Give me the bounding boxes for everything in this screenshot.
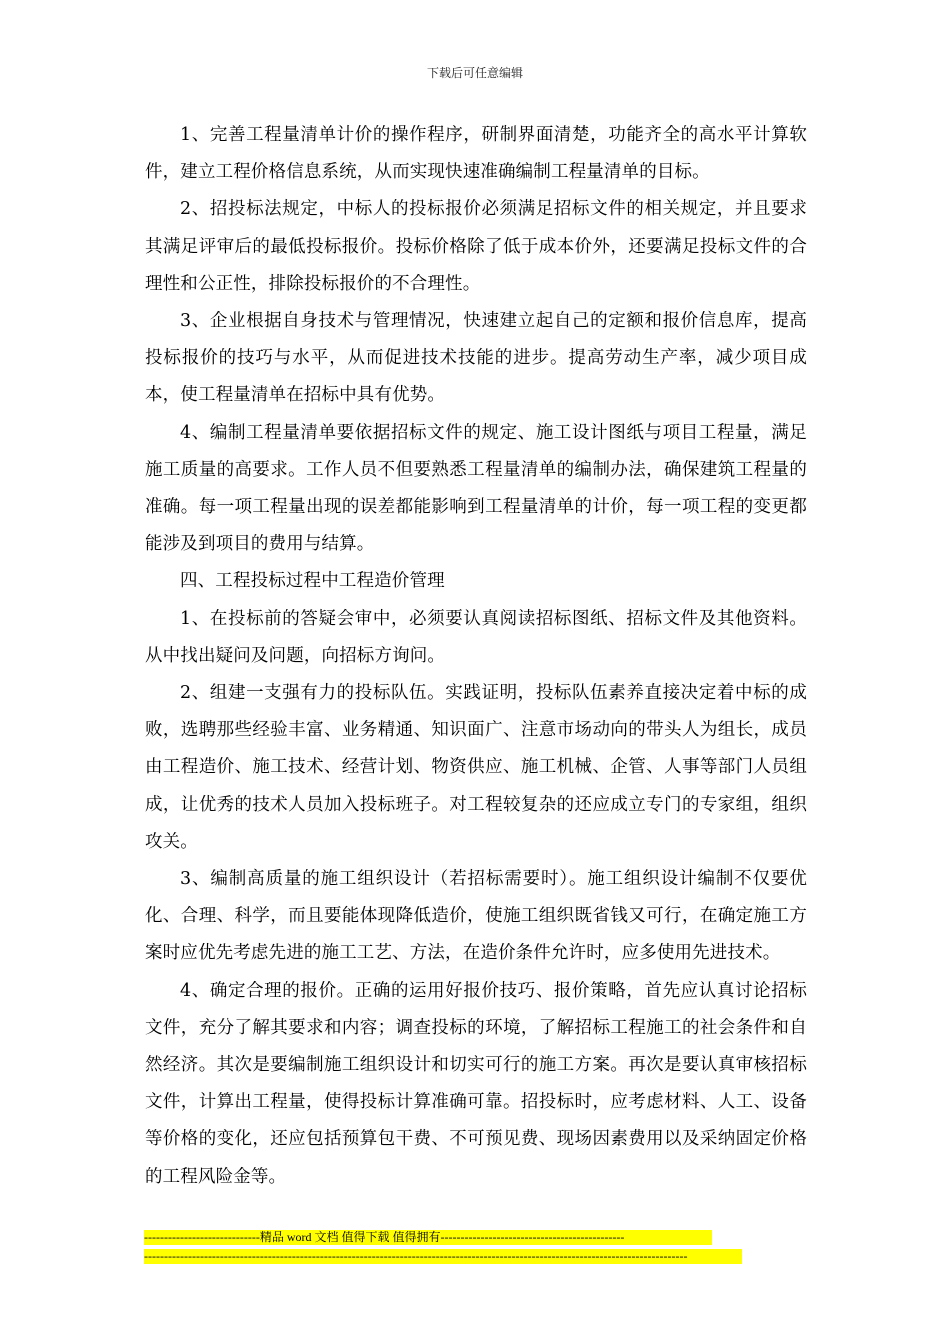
document-body <box>145 117 807 1196</box>
paragraph-1: 1、完善工程量清单计价的操作程序，研制界面清楚，功能齐全的高水平计算软件，建立工程价格信息系统，从而实现快速准确编制工程量清单的目标。 <box>145 125 807 183</box>
paragraph-2: 2、招投标法规定，中标人的投标报价必须满足招标文件的相关规定，并且要求其满足评审后的最低投标报价。投标价格除了低于成本价外，还要满足投标文件的合理性和公正性，排除投标报价的不合理性。 <box>145 199 807 294</box>
section-heading: 四、工程投标过程中工程造价管理 <box>180 571 445 592</box>
paragraph-6: 2、组建一支强有力的投标队伍。实践证明，投标队伍素养直接决定着中标的成败，选聘那些经验丰富、业务精通、知识面广、注意市场动向的带头人为组长，成员由工程造价、施工技术、经营计划、物资供应、施工机械、企管、人事等部门人员组成，让优秀的技术人员加入投标班子。对工程较复杂的还应成立专门的专家组，组织攻关。 <box>145 683 807 852</box>
page-header: 下载后可任意编辑 <box>426 66 523 80</box>
footer-line-1: -----------------------------精品 word 文档 值得下载 值得拥有---------------------------------------------- <box>144 1230 712 1245</box>
paragraph-7: 3、编制高质量的施工组织设计（若招标需要时）。施工组织设计编制不仅要优化、合理、科学，而且要能体现降低造价，使施工组织既省钱又可行，在确定施工方案时应优先考虑先进的施工工艺、方法，在造价条件允许时，应多使用先进技术。 <box>145 869 807 964</box>
paragraph-4: 4、编制工程量清单要依据招标文件的规定、施工设计图纸与项目工程量，满足施工质量的高要求。工作人员不但要熟悉工程量清单的编制办法，确保建筑工程量的准确。每一项工程量出现的误差都能影响到工程量清单的计价，每一项工程的变更都能涉及到项目的费用与结算。 <box>145 422 807 555</box>
footer-line-2: ---------------------------------------------------------------------------------------------------------------------------------------- <box>144 1249 742 1264</box>
paragraph-8: 4、确定合理的报价。正确的运用好报价技巧、报价策略，首先应认真讨论招标文件，充分了解其要求和内容；调查投标的环境，了解招标工程施工的社会条件和自然经济。其次是要编制施工组织设计和切实可行的施工方案。再次是要认真审核招标文件，计算出工程量，使得投标计算准确可靠。招投标时，应考虑材料、人工、设备等价格的变化，还应包括预算包干费、不可预见费、现场因素费用以及采纳固定价格的工程风险金等。 <box>145 980 807 1187</box>
footer-banner <box>144 1230 742 1268</box>
paragraph-3: 3、企业根据自身技术与管理情况，快速建立起自己的定额和报价信息库，提高投标报价的技巧与水平，从而促进技术技能的进步。提高劳动生产率，减少项目成本，使工程量清单在招标中具有优势。 <box>145 311 807 406</box>
paragraph-5: 1、在投标前的答疑会审中，必须要认真阅读招标图纸、招标文件及其他资料。从中找出疑问及问题，向招标方询问。 <box>145 608 807 666</box>
